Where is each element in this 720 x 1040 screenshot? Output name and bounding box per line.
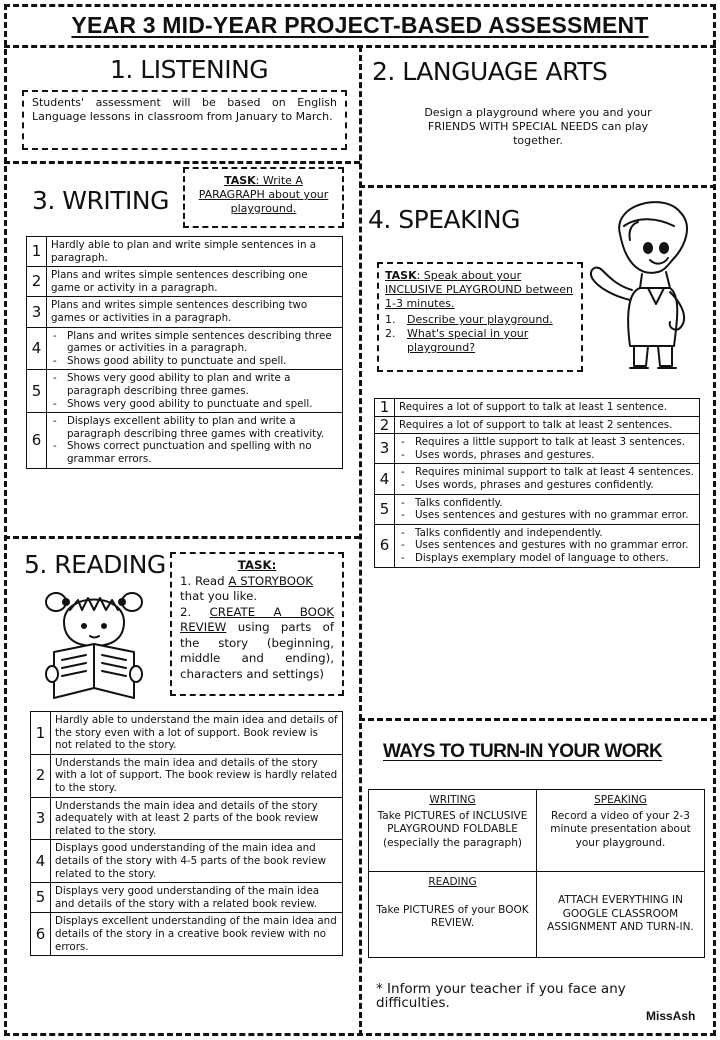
rubric-descriptor	[47, 297, 343, 327]
reading-task-1-suffix: that you like.	[180, 589, 258, 603]
reading-task-2-review: CREATE A BOOK REVIEW	[180, 604, 334, 634]
speaking-task-text: : Speak about your INCLUSIVE PLAYGROUND between 1-3 minutes.	[385, 269, 574, 310]
writing-heading: 3. WRITING	[32, 186, 169, 215]
rubric-descriptor	[51, 712, 343, 755]
turn-in-writing-text: Take PICTURES of INCLUSIVE PLAYGROUND FOLDABLE (especially the paragraph)	[377, 809, 528, 849]
rubric-row	[31, 712, 343, 755]
rubric-level: 4	[27, 327, 47, 370]
reading-task-label: TASK:	[237, 558, 277, 572]
rubric-descriptor	[395, 524, 700, 567]
rubric-level: 2	[27, 267, 47, 297]
reading-task-2-suffix: using parts of the story (beginning, middle and ending), characters and settings)	[180, 620, 334, 681]
writing-task-label: TASK	[224, 174, 256, 187]
rubric-descriptor	[395, 399, 700, 417]
page-title: YEAR 3 MID-YEAR PROJECT-BASED ASSESSMENT	[71, 12, 649, 38]
rubric-row	[31, 797, 343, 840]
rubric-level: 1	[31, 712, 51, 755]
title-divider	[4, 45, 716, 48]
rubric-text: Hardly able to plan and write simple sentences in a paragraph.	[51, 239, 317, 264]
rubric-row	[27, 237, 343, 267]
rubric-row	[31, 840, 343, 883]
column-divider	[359, 46, 362, 1036]
speaking-rubric-table	[374, 398, 700, 568]
rubric-row	[31, 913, 343, 956]
rubric-text: Requires a lot of support to talk at least 2 sentences.	[399, 418, 673, 431]
reading-task-1-book: A STORYBOOK	[228, 573, 314, 588]
rubric-text: Understands the main idea and details of the story with a lot of support. The book review is hardly related to the story.	[55, 756, 338, 794]
rubric-row	[31, 754, 343, 797]
rubric-descriptor	[51, 883, 343, 913]
reading-task-box	[170, 552, 344, 696]
rubric-row	[27, 370, 343, 413]
listening-text: Students' assessment will be based on English Language lessons in classroom from January to March.	[32, 96, 337, 123]
turn-in-attach-cell	[537, 872, 705, 958]
rubric-text: Hardly able to understand the main idea and details of the story even with a lot of support. Book review is not related to the story.	[55, 714, 338, 752]
turn-in-heading: WAYS TO TURN-IN YOUR WORK	[383, 741, 663, 762]
rubric-bullet: - Requires minimal support to talk at least 4 sentences.	[399, 466, 695, 479]
divider-language-speaking	[359, 185, 716, 188]
rubric-text: Plans and writes simple sentences describing one game or activity in a paragraph.	[51, 269, 308, 294]
rubric-bullet: - Shows very good ability to plan and write a paragraph describing three games.	[51, 372, 338, 397]
rubric-bullet: - Talks confidently.	[399, 497, 695, 510]
rubric-bullet: - Displays exemplary model of language to others.	[399, 552, 695, 565]
divider-speaking-turnin	[359, 718, 716, 721]
reading-task-2-prefix: 2.	[180, 604, 210, 619]
rubric-level: 5	[375, 494, 395, 524]
rubric-row	[27, 267, 343, 297]
boy-illustration	[584, 196, 712, 378]
turn-in-writing-cell	[369, 790, 537, 872]
turn-in-reading-cell	[369, 872, 537, 958]
listening-box	[22, 90, 347, 150]
rubric-level: 4	[31, 840, 51, 883]
rubric-level: 4	[375, 464, 395, 494]
rubric-row	[375, 416, 700, 434]
rubric-descriptor	[51, 754, 343, 797]
rubric-level: 6	[375, 524, 395, 567]
speaking-task-item-1: Describe your playground.	[407, 313, 553, 326]
rubric-bullet: - Uses sentences and gestures with no grammar error.	[399, 539, 695, 552]
rubric-level: 2	[375, 416, 395, 434]
rubric-level: 1	[27, 237, 47, 267]
rubric-bullet: - Requires a little support to talk at least 3 sentences.	[399, 436, 695, 449]
rubric-text: Displays good understanding of the main idea and details of the story with 4-5 parts of the book review related to the story.	[55, 842, 327, 880]
rubric-descriptor	[47, 237, 343, 267]
rubric-bullet: - Talks confidently and independently.	[399, 527, 695, 540]
rubric-row	[27, 297, 343, 327]
turn-in-reading-text: Take PICTURES of your BOOK REVIEW.	[376, 903, 529, 929]
rubric-text: Understands the main idea and details of the story adequately with at least 2 parts of the book review related to the story.	[55, 799, 319, 837]
rubric-row	[375, 434, 700, 464]
rubric-bullet: - Uses sentences and gestures with no grammar error.	[399, 509, 695, 522]
rubric-text: Displays excellent understanding of the main idea and details of the story in a creative book review with no errors.	[55, 915, 337, 953]
reading-rubric-table	[30, 711, 343, 956]
turn-in-speaking-text: Record a video of your 2-3 minute presentation about your playground.	[550, 809, 691, 849]
turn-in-writing-head: WRITING	[429, 794, 476, 806]
listening-heading: 1. LISTENING	[110, 55, 269, 84]
speaking-task-label: TASK	[385, 269, 417, 282]
turn-in-table	[368, 789, 705, 958]
rubric-descriptor	[47, 413, 343, 468]
rubric-row	[375, 494, 700, 524]
rubric-descriptor	[47, 327, 343, 370]
rubric-bullet: - Uses words, phrases and gestures confidently.	[399, 479, 695, 492]
rubric-level: 2	[31, 754, 51, 797]
divider-writing-reading	[4, 536, 360, 539]
rubric-bullet: - Displays excellent ability to plan and write a paragraph describing three games with creativity.	[51, 415, 338, 440]
rubric-descriptor	[395, 494, 700, 524]
rubric-row	[375, 399, 700, 417]
rubric-descriptor	[51, 797, 343, 840]
rubric-descriptor	[395, 416, 700, 434]
rubric-descriptor	[51, 913, 343, 956]
rubric-level: 5	[31, 883, 51, 913]
rubric-bullet: - Uses words, phrases and gestures.	[399, 449, 695, 462]
language-arts-text: Design a playground where you and your FRIENDS WITH SPECIAL NEEDS can play together.	[424, 106, 652, 147]
rubric-level: 3	[375, 434, 395, 464]
rubric-text: Plans and writes simple sentences describing two games or activities in a paragraph.	[51, 299, 308, 324]
rubric-bullet: - Shows very good ability to punctuate and spell.	[51, 398, 338, 411]
rubric-bullet: - Plans and writes simple sentences describing three games or activities in a paragraph.	[51, 330, 338, 355]
turn-in-note: * Inform your teacher if you face any difficulties.	[376, 981, 626, 1011]
rubric-row	[375, 464, 700, 494]
rubric-row	[375, 524, 700, 567]
rubric-descriptor	[395, 464, 700, 494]
rubric-descriptor	[51, 840, 343, 883]
turn-in-reading-head: READING	[428, 876, 477, 888]
turn-in-speaking-cell	[537, 790, 705, 872]
writing-rubric-table	[26, 236, 343, 469]
rubric-descriptor	[47, 267, 343, 297]
signature: MissAsh	[646, 1009, 696, 1023]
girl-reading-illustration	[42, 582, 162, 704]
speaking-task-box: TASK: Speak about your INCLUSIVE PLAYGROUND between 1-3 minutes. 1. Describe your playground. 2. What's special in your playground?	[377, 262, 583, 372]
divider-listening-writing	[4, 161, 360, 164]
writing-task-box	[183, 167, 344, 228]
reading-heading: 5. READING	[24, 550, 166, 579]
rubric-level: 3	[27, 297, 47, 327]
rubric-level: 1	[375, 399, 395, 417]
rubric-level: 6	[31, 913, 51, 956]
language-arts-heading: 2. LANGUAGE ARTS	[372, 57, 608, 86]
rubric-level: 6	[27, 413, 47, 468]
reading-task-1-prefix: 1. Read	[180, 573, 229, 588]
rubric-row	[27, 327, 343, 370]
rubric-descriptor	[47, 370, 343, 413]
writing-task-text: : Write A PARAGRAPH about your playground.	[198, 174, 329, 215]
rubric-bullet: - Shows correct punctuation and spelling with no grammar errors.	[51, 440, 338, 465]
speaking-task-item-2: What's special in your playground?	[407, 327, 529, 354]
speaking-heading: 4. SPEAKING	[368, 205, 520, 234]
rubric-bullet: - Shows good ability to punctuate and spell.	[51, 355, 338, 368]
rubric-text: Displays very good understanding of the main idea and details of the story with a related book review.	[55, 885, 320, 910]
rubric-text: Requires a lot of support to talk at least 1 sentence.	[399, 401, 668, 413]
rubric-level: 3	[31, 797, 51, 840]
rubric-row	[31, 883, 343, 913]
turn-in-attach-text: ATTACH EVERYTHING IN GOOGLE CLASSROOM ASSIGNMENT AND TURN-IN.	[547, 894, 694, 934]
turn-in-speaking-head: SPEAKING	[594, 794, 647, 806]
rubric-level: 5	[27, 370, 47, 413]
rubric-descriptor	[395, 434, 700, 464]
rubric-row	[27, 413, 343, 468]
